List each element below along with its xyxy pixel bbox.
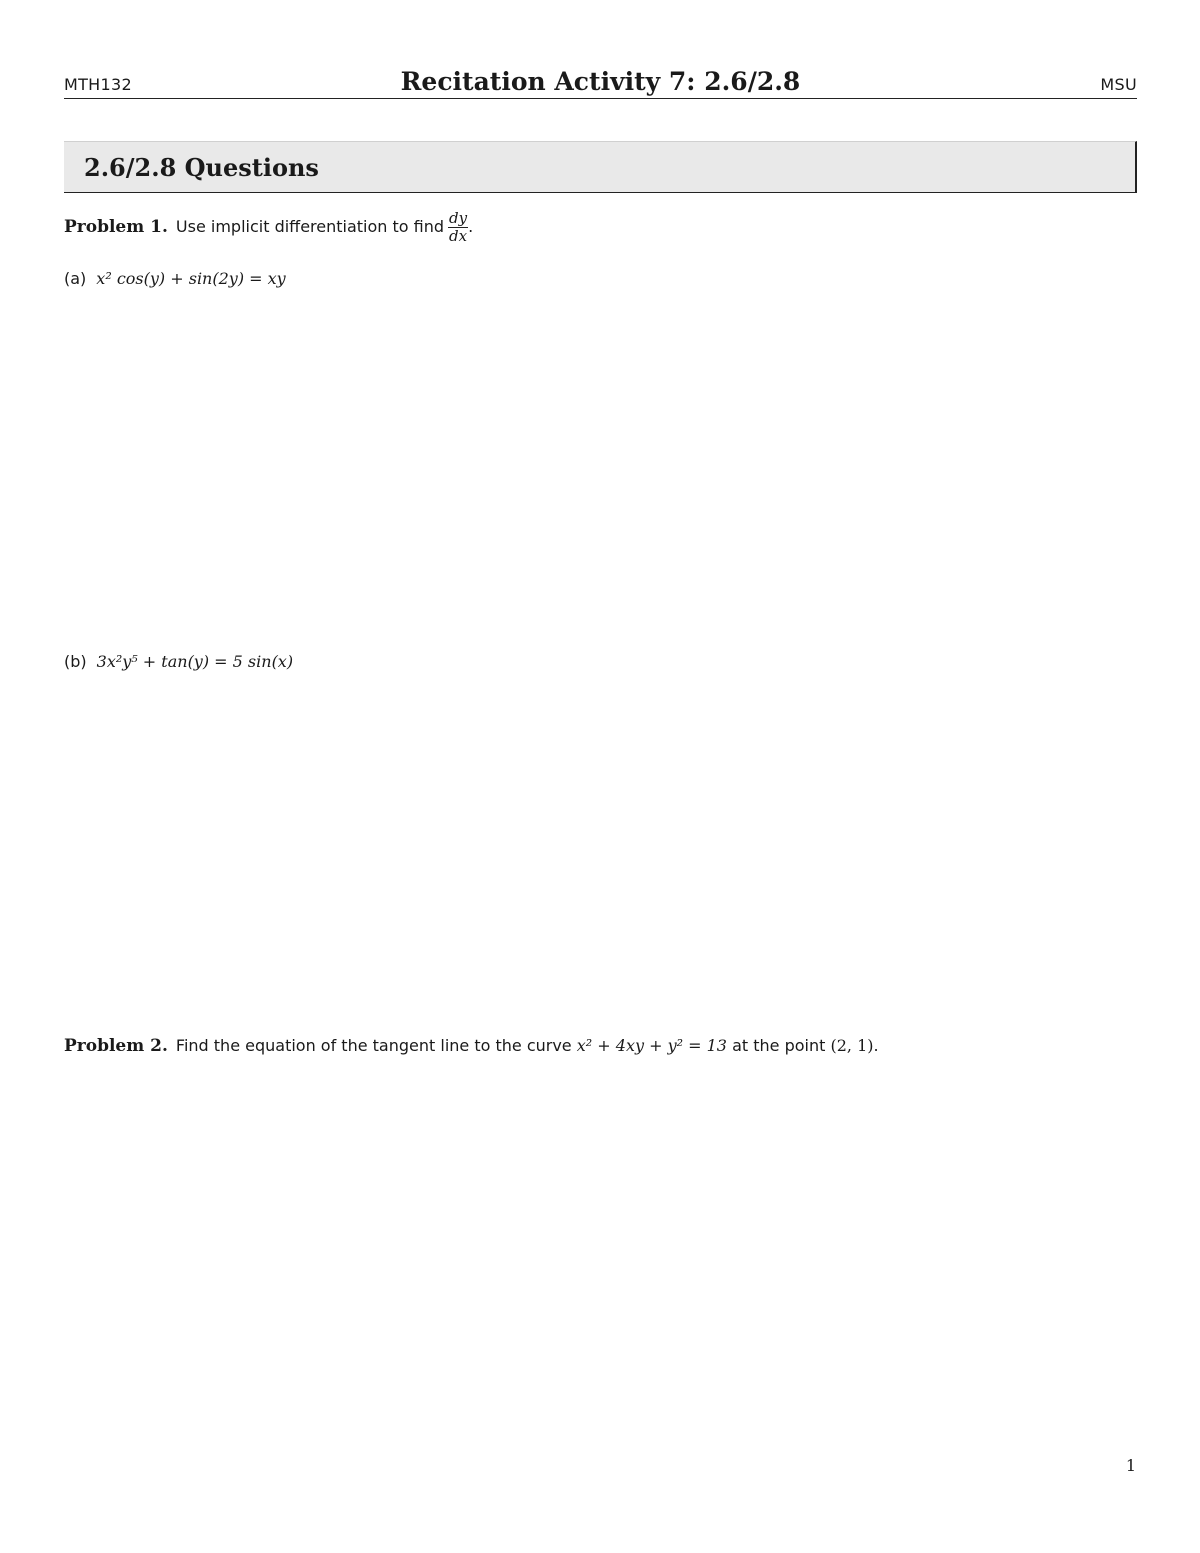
problem-1-part-b: [64, 652, 293, 671]
problem-2-label: Problem 2.: [64, 1036, 168, 1056]
page-header: [64, 62, 1137, 99]
page-number: 1: [1125, 1456, 1136, 1475]
part-b-label: (b): [64, 652, 87, 671]
section-heading-box: [64, 141, 1137, 193]
problem-1-part-a: [64, 269, 286, 288]
dy-dx-fraction: [448, 210, 468, 245]
part-a-label: (a): [64, 269, 87, 288]
problem-1-statement: [64, 210, 473, 245]
problem-2-period: .: [873, 1036, 879, 1055]
problem-1-period: .: [468, 217, 474, 236]
problem-2-text-before: Find the equation of the tangent line to the curve: [175, 1036, 572, 1055]
problem-2-text-middle: at the point: [732, 1036, 826, 1055]
problem-2-statement: [64, 1036, 879, 1056]
fraction-denominator: dx: [449, 227, 468, 245]
problem-2-point: (2, 1): [830, 1036, 874, 1055]
institution-name: MSU: [1100, 75, 1137, 94]
course-code: MTH132: [64, 75, 132, 94]
problem-1-label: Problem 1.: [64, 217, 168, 237]
fraction-numerator: dy: [449, 209, 468, 227]
part-b-equation: 3x²y⁵ + tan(y) = 5 sin(x): [96, 652, 294, 671]
document-title: Recitation Activity 7: 2.6/2.8: [400, 67, 801, 96]
problem-2-equation: x² + 4xy + y² = 13: [576, 1036, 727, 1055]
part-a-equation: x² cos(y) + sin(2y) = xy: [96, 269, 286, 288]
section-title: 2.6/2.8 Questions: [84, 153, 319, 182]
problem-1-text: Use implicit differentiation to find: [175, 217, 445, 236]
